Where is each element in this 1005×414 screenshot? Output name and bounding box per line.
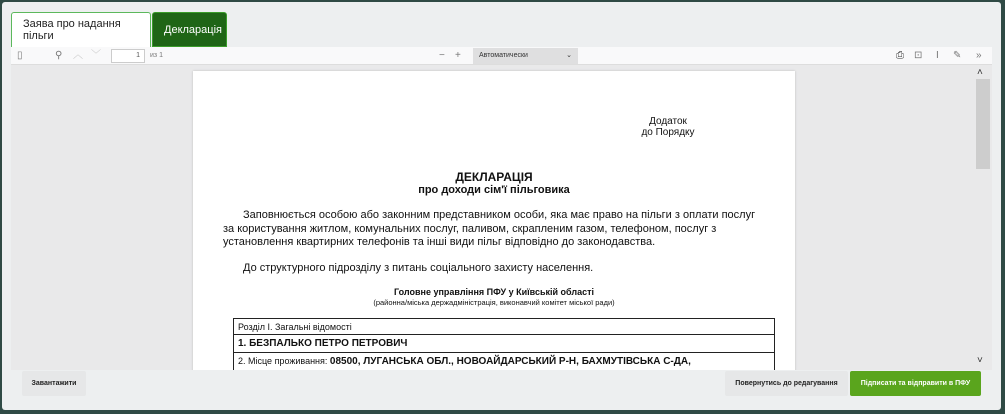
- prev-page-icon[interactable]: ︿: [73, 50, 83, 61]
- scrollbar-thumb[interactable]: [976, 79, 990, 169]
- pdf-toolbar: [11, 47, 992, 65]
- search-icon[interactable]: ⚲: [55, 50, 63, 61]
- section-row: Розділ I. Загальні відомості: [234, 319, 774, 335]
- zoom-value: Автоматически: [479, 52, 528, 59]
- address-row: 2. Місце проживання: 08500, ЛУГАНСЬКА ОБЛ., НОВОАЙДАРСЬКИЙ Р-Н, БАХМУТІВСЬКА С-ДА,: [238, 356, 691, 367]
- tab-declaration[interactable]: Декларація: [152, 12, 227, 47]
- scroll-up-icon[interactable]: ˄: [977, 67, 983, 78]
- general-info-table: [233, 318, 775, 370]
- zoom-select[interactable]: [473, 48, 578, 64]
- name-row: 1. БЕЗПАЛЬКО ПЕТРО ПЕТРОВИЧ: [234, 335, 774, 353]
- zoom-out-icon[interactable]: −: [439, 50, 445, 61]
- org-name: Головне управління ПФУ у Київській області: [393, 287, 595, 297]
- sign-and-send-button[interactable]: Підписати та відправити в ПФУ: [850, 371, 981, 396]
- org-note: (районна/міська держадміністрація, виконавчий комітет міської ради): [373, 298, 615, 307]
- sidebar-toggle-icon[interactable]: ▯: [17, 50, 23, 61]
- pdf-page: [193, 71, 795, 370]
- download-button[interactable]: Завантажити: [22, 371, 86, 396]
- draw-icon[interactable]: ✎: [953, 50, 962, 61]
- more-tools-icon[interactable]: »: [976, 50, 982, 61]
- doc-title: ДЕКЛАРАЦІЯ: [455, 170, 533, 184]
- text-tool-icon[interactable]: I: [936, 50, 939, 61]
- pdf-viewer: [11, 65, 992, 370]
- page-number-input[interactable]: 1: [111, 49, 145, 63]
- dialog: [2, 2, 1001, 410]
- recipient-paragraph: До структурного підрозділу з питань соціального захисту населення.: [243, 262, 594, 274]
- download-icon[interactable]: ⊡: [914, 50, 923, 61]
- next-page-icon[interactable]: ﹀: [91, 50, 101, 61]
- scroll-down-icon[interactable]: ˅: [977, 355, 983, 366]
- intro-paragraph: Заповнюється особою або законним представником особи, яка має право на пільги з оплати послуг за користування житлом, комунальних послуг, паливом, скрапленим газом, телефоном, послуг з установлення квартирних телефонів та інші види пільг відповідно до законодавства.: [223, 209, 756, 248]
- doc-subtitle: про доходи сім'ї пільговика: [418, 184, 570, 196]
- zoom-in-icon[interactable]: +: [455, 50, 461, 61]
- page-count: из 1: [150, 52, 163, 59]
- chevron-down-icon: ⌄: [566, 52, 572, 59]
- appendix-note: Додаток до Порядку: [641, 116, 695, 138]
- back-to-edit-button[interactable]: Повернутись до редагування: [725, 371, 848, 396]
- print-icon[interactable]: ⎙: [896, 50, 904, 61]
- tab-application[interactable]: Заява про надання пільги: [11, 12, 151, 47]
